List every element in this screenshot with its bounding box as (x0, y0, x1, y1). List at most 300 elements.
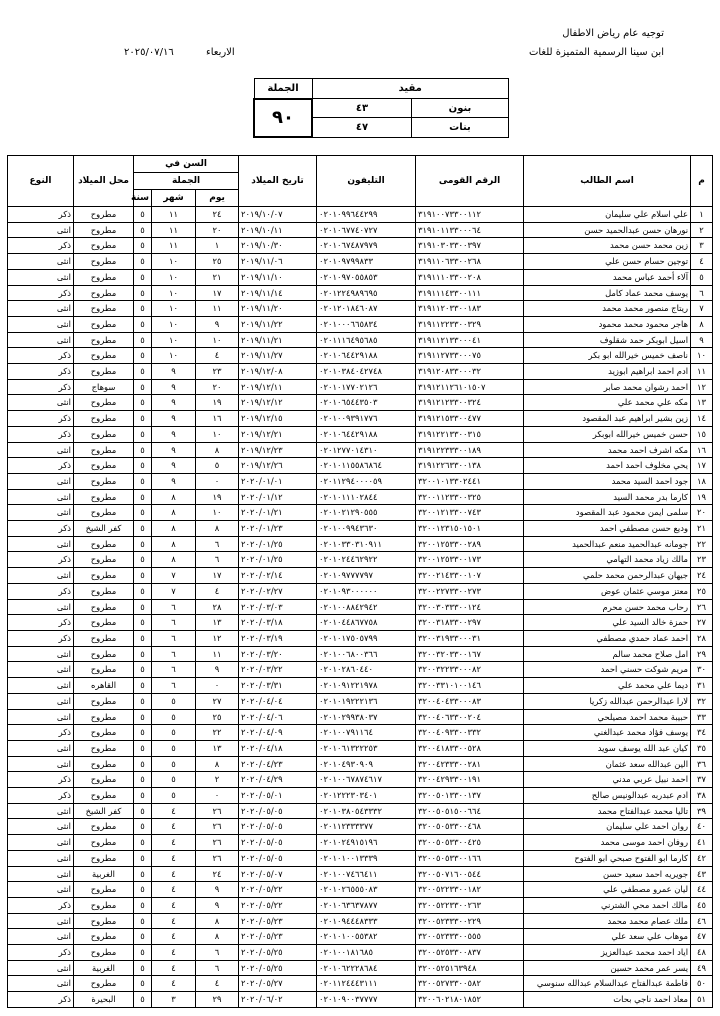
national-id: ٣١٩١١٢٧٣٣٠٠٠٧٥ (416, 348, 524, 364)
national-id: ٣٢٠٠٣٢٢٣٣٠٠٠٨٢ (416, 662, 524, 678)
age-year: ٥ (134, 442, 152, 458)
birthplace: مطروح (74, 882, 134, 898)
age-year: ٥ (134, 740, 152, 756)
age-year: ٥ (134, 615, 152, 631)
phone: ٠٢٠١٠٩٩٦٤٤٢٩٩ (317, 207, 416, 223)
birth-date: ٢٠٢٠/٠٥/٠٥ (239, 850, 317, 866)
phone: ٠٢٠١٠١٧٥٠٥٧٩٩ (317, 630, 416, 646)
age-month: ١٠ (152, 348, 196, 364)
age-day: ٢١ (196, 269, 239, 285)
national-id: ٣٢٠٠٣١٨٣٣٠٠٢٩٧ (416, 615, 524, 631)
birth-date: ٢٠١٩/١٠/٠٧ (239, 207, 317, 223)
age-day: ٢٦ (196, 835, 239, 851)
age-month: ٤ (152, 929, 196, 945)
phone: ٠٢٠١٠٦١٣٢٢٢٥٣ (317, 740, 416, 756)
age-year: ٥ (134, 882, 152, 898)
row-num: ٧ (691, 301, 713, 317)
birth-date: ٢٠٢٠/٠٥/٢٣ (239, 929, 317, 945)
age-day: ١٠ (196, 505, 239, 521)
table-row (8, 976, 713, 992)
birthplace: مطروح (74, 411, 134, 427)
table-row (8, 269, 713, 285)
age-year: ٥ (134, 913, 152, 929)
birthplace: مطروح (74, 207, 134, 223)
row-num: ٢٣ (691, 552, 713, 568)
row-num: ٢١ (691, 521, 713, 537)
national-id: ٣٢٠٠٤٠٩٣٣٠٠٣٣٢ (416, 725, 524, 741)
gender: ذكر (8, 992, 74, 1008)
national-id: ٣٢٠٠٣٢٠٣٣٠٠١٦٧ (416, 646, 524, 662)
phone: ٠٢٠١٠٠٦٧٨٧٤٦١٧ (317, 772, 416, 788)
row-num: ٤٠ (691, 819, 713, 835)
row-num: ١٧ (691, 458, 713, 474)
row-num: ٣٣ (691, 709, 713, 725)
phone: ٠٢٠١٠٣٣٠٣١٠٩١١ (317, 536, 416, 552)
gender: انثى (8, 835, 74, 851)
age-month: ٥ (152, 725, 196, 741)
row-num: ٢ (691, 222, 713, 238)
age-year: ٥ (134, 332, 152, 348)
age-day: ٨ (196, 521, 239, 537)
age-year: ٥ (134, 583, 152, 599)
phone: ٠٢٠١٠٤٤٨٦٧٧٥٨ (317, 615, 416, 631)
row-num: ٥٠ (691, 976, 713, 992)
table-row (8, 866, 713, 882)
gender: انثى (8, 866, 74, 882)
national-id: ٣١٩١١١٤٣٣٠٠١١١ (416, 285, 524, 301)
gender: انثى (8, 254, 74, 270)
birth-date: ٢٠٢٠/٠١/٢١ (239, 505, 317, 521)
student-name: يوسف فؤاد محمد عبدالغني (524, 725, 691, 741)
birth-date: ٢٠٢٠/٠٤/١٨ (239, 740, 317, 756)
national-id: ٣٢٠٠٤٠٦٣٣٠٠٢٠٤ (416, 709, 524, 725)
row-num: ٩ (691, 332, 713, 348)
student-name: جومانه عبدالحميد منعم عبدالحميد (524, 536, 691, 552)
national-id: ٣١٩١١٢١٣٣٠٠٠٤١ (416, 332, 524, 348)
birthplace: القاهره (74, 678, 134, 694)
col-dob: تاريخ الميلاد (239, 156, 317, 207)
age-year: ٥ (134, 646, 152, 662)
table-row (8, 599, 713, 615)
age-day: ١ (196, 238, 239, 254)
birthplace: مطروح (74, 489, 134, 505)
row-num: ٢٥ (691, 583, 713, 599)
birthplace: مطروح (74, 709, 134, 725)
age-year: ٥ (134, 489, 152, 505)
phone: ٠٢٠١٠١١٥٥٨٦٨٦٤ (317, 458, 416, 474)
row-num: ٢٨ (691, 630, 713, 646)
birthplace: مطروح (74, 772, 134, 788)
age-year: ٥ (134, 568, 152, 584)
national-id: ٣٢٠٠٣١٩٣٣٠٠٠٣١ (416, 630, 524, 646)
birthplace: مطروح (74, 269, 134, 285)
report-date: ٢٠٢٥/٠٧/١٦ (124, 47, 174, 58)
row-num: ٤١ (691, 835, 713, 851)
age-year: ٥ (134, 599, 152, 615)
age-year: ٥ (134, 945, 152, 961)
phone: ٠٢٠١١٢٤٤٤٣١١١ (317, 976, 416, 992)
birthplace: مطروح (74, 238, 134, 254)
age-day: ٢٤ (196, 207, 239, 223)
gender: انثى (8, 646, 74, 662)
table-row (8, 348, 713, 364)
phone: ٠٢٠١٠١١١٠٢٨٤٤ (317, 489, 416, 505)
gender: انثى (8, 395, 74, 411)
age-day: ١٧ (196, 285, 239, 301)
gender: ذكر (8, 615, 74, 631)
age-year: ٥ (134, 207, 152, 223)
student-name: ليان عمرو مصطفي علي (524, 882, 691, 898)
phone: ٠٢٠١٠٢٦٥٥٥٠٨٣ (317, 882, 416, 898)
student-name: احمد نبيل عربي مدني (524, 772, 691, 788)
table-row (8, 756, 713, 772)
age-month: ٩ (152, 442, 196, 458)
table-row (8, 788, 713, 804)
row-num: ٢٢ (691, 536, 713, 552)
age-month: ٤ (152, 835, 196, 851)
table-row (8, 583, 713, 599)
age-day: ٢٥ (196, 709, 239, 725)
age-year: ٥ (134, 411, 152, 427)
phone: ٠٢٠١٠٢٤٩١٥١٩٦ (317, 835, 416, 851)
table-row (8, 207, 713, 223)
age-month: ٥ (152, 693, 196, 709)
age-month: ٨ (152, 505, 196, 521)
national-id: ٣٢٠٠٥٠٥١٥٠٠٦٦٤ (416, 803, 524, 819)
age-month: ٩ (152, 473, 196, 489)
age-day: ٢٧ (196, 693, 239, 709)
student-name: اياد احمد محمد عبدالعزيز (524, 945, 691, 961)
age-year: ٥ (134, 693, 152, 709)
national-id: ٣٢٠٠١٢٥٣٣٠٠٢٨٩ (416, 536, 524, 552)
age-day: ٦ (196, 552, 239, 568)
school-name: ابن سينا الرسمية المتميزة للغات (528, 47, 664, 58)
col-birthplace: محل الميلاد (74, 156, 134, 207)
birth-date: ٢٠٢٠/٠٥/٠٥ (239, 819, 317, 835)
age-month: ١١ (152, 238, 196, 254)
age-year: ٥ (134, 929, 152, 945)
table-row (8, 693, 713, 709)
birth-date: ٢٠٢٠/٠٥/٠٥ (239, 835, 317, 851)
birth-date: ٢٠١٩/١٠/٣٠ (239, 238, 317, 254)
birthplace: مطروح (74, 756, 134, 772)
table-row (8, 521, 713, 537)
birthplace: مطروح (74, 583, 134, 599)
birth-date: ٢٠١٩/١١/٢٢ (239, 316, 317, 332)
birthplace: مطروح (74, 819, 134, 835)
student-name: توجين حسام حسن علي (524, 254, 691, 270)
row-num: ٢٧ (691, 615, 713, 631)
row-num: ١٦ (691, 442, 713, 458)
student-name: ادم عبدربه عبدالونيس صالح (524, 788, 691, 804)
national-id: ٣٢٠٠٥٠٥٣٣٠٠٤٢٥ (416, 835, 524, 851)
birthplace: مطروح (74, 913, 134, 929)
student-name: هاجر محمود محمد محمود (524, 316, 691, 332)
phone: ٠٢٠١٠٦٧٤٨٧٩٧٩ (317, 238, 416, 254)
student-name: ريتاج منصور محمد محمد (524, 301, 691, 317)
row-num: ١٥ (691, 426, 713, 442)
table-row (8, 238, 713, 254)
col-month: شهر (152, 190, 196, 207)
phone: ٠٢٠١٠١٠٠٥٥٣٨٢ (317, 929, 416, 945)
age-month: ٩ (152, 379, 196, 395)
age-month: ٦ (152, 615, 196, 631)
birth-date: ٢٠١٩/١٢/١٢ (239, 395, 317, 411)
table-row (8, 615, 713, 631)
row-num: ١٨ (691, 473, 713, 489)
row-num: ٤٦ (691, 913, 713, 929)
age-month: ١٠ (152, 269, 196, 285)
age-day: ٨ (196, 929, 239, 945)
birth-date: ٢٠٢٠/٠٣/١٨ (239, 615, 317, 631)
gender: انثى (8, 803, 74, 819)
row-num: ٣٠ (691, 662, 713, 678)
birth-date: ٢٠٢٠/٠٥/٢٥ (239, 945, 317, 961)
age-day: ١٩ (196, 489, 239, 505)
national-id: ٣٢٠٠٤٠٤٣٣٠٠٠٨٣ (416, 693, 524, 709)
phone: ٠٢٠١٠٩٧٧٧٧٩٧ (317, 568, 416, 584)
age-month: ٩ (152, 364, 196, 380)
age-day: ٦ (196, 536, 239, 552)
birthplace: مطروح (74, 835, 134, 851)
age-year: ٥ (134, 552, 152, 568)
col-age-total: الجملة (134, 173, 239, 190)
girls-label: بنات (412, 118, 509, 137)
age-day: ٢٦ (196, 819, 239, 835)
phone: ٠٢٠١٠٦٥٤٤٣٥٠٣ (317, 395, 416, 411)
phone: ٠٢٠١٠٠٨٨٤٢٩٤٢ (317, 599, 416, 615)
student-name: مريم شوكت حسني احمد (524, 662, 691, 678)
birth-date: ٢٠٢٠/٠٤/٢٩ (239, 772, 317, 788)
birthplace: سوهاج (74, 379, 134, 395)
birthplace: كفر الشيخ (74, 521, 134, 537)
national-id: ٣١٩١١١٠٣٣٠٠٢٠٨ (416, 269, 524, 285)
age-day: ٢٠ (196, 222, 239, 238)
age-year: ٥ (134, 238, 152, 254)
age-day: ٩ (196, 882, 239, 898)
table-row (8, 473, 713, 489)
gender: ذكر (8, 238, 74, 254)
student-name: جيهان عبدالرحمن محمد حلمي (524, 568, 691, 584)
birthplace: الغربية (74, 866, 134, 882)
student-name: الين عبدالله سعد عثمان (524, 756, 691, 772)
age-month: ٤ (152, 913, 196, 929)
national-id: ٣٢٠٠٢٢٧٣٣٠٠٢٧٣ (416, 583, 524, 599)
age-day: ٢٤ (196, 866, 239, 882)
birth-date: ٢٠٢٠/٠٤/٠٦ (239, 709, 317, 725)
age-year: ٥ (134, 897, 152, 913)
national-id: ٣١٩١٢١٥٣٣٠٠٤٧٧ (416, 411, 524, 427)
gender: ذكر (8, 411, 74, 427)
birth-date: ٢٠٢٠/٠٤/٠٩ (239, 725, 317, 741)
age-month: ٨ (152, 489, 196, 505)
age-day: ٦ (196, 960, 239, 976)
age-month: ٨ (152, 552, 196, 568)
student-name: ديما علي محمد علي (524, 678, 691, 694)
phone: ٠٢٠١٠٩٣٠٠٠٠٠٠ (317, 583, 416, 599)
age-day: ٨ (196, 913, 239, 929)
birth-date: ٢٠٢٠/٠١/٢٥ (239, 536, 317, 552)
table-row (8, 458, 713, 474)
birthplace: مطروح (74, 458, 134, 474)
table-row (8, 332, 713, 348)
national-id: ٣٢٠٠٥٢٢٣٣٠٠٢٦٣ (416, 897, 524, 913)
student-name: نورهان حسن عبدالحميد حسن (524, 222, 691, 238)
row-num: ٤٧ (691, 929, 713, 945)
student-name: علي اسلام علي سليمان (524, 207, 691, 223)
student-name: روفان احمد موسى محمد (524, 835, 691, 851)
age-day: ٩ (196, 897, 239, 913)
age-month: ٤ (152, 976, 196, 992)
birth-date: ٢٠٢٠/٠٢/١٤ (239, 568, 317, 584)
gender: انثى (8, 489, 74, 505)
age-year: ٥ (134, 819, 152, 835)
gender: انثى (8, 678, 74, 694)
birth-date: ٢٠٢٠/٠٤/٢٣ (239, 756, 317, 772)
birthplace: مطروح (74, 552, 134, 568)
birthplace: مطروح (74, 929, 134, 945)
phone: ٠٢٠١٠٦٣٦٣٧٨٧٧ (317, 897, 416, 913)
gender: انثى (8, 316, 74, 332)
birth-date: ٢٠١٩/١١/٢٠ (239, 301, 317, 317)
table-row (8, 254, 713, 270)
birth-date: ٢٠١٩/١٢/٢١ (239, 426, 317, 442)
birth-date: ٢٠٢٠/٠١/٢٥ (239, 552, 317, 568)
row-num: ٨ (691, 316, 713, 332)
phone: ٠٢٠١٠٢١٢٩٠٥٥٥ (317, 505, 416, 521)
phone: ٠٢٠١٢٢٤٩٨٩٦٩٥ (317, 285, 416, 301)
gender: ذكر (8, 207, 74, 223)
age-day: ٢٥ (196, 254, 239, 270)
phone: ٠٢٠١٠٠٧٤٦٦٤١١ (317, 866, 416, 882)
phone: ٠٢٠١٠١٠٠١٣٣٣٩ (317, 850, 416, 866)
row-num: ١٤ (691, 411, 713, 427)
age-year: ٥ (134, 254, 152, 270)
age-year: ٥ (134, 458, 152, 474)
student-name: موهاب علي سعد علي (524, 929, 691, 945)
table-row (8, 379, 713, 395)
age-day: ١٩ (196, 395, 239, 411)
birthplace: مطروح (74, 254, 134, 270)
age-day: ٠ (196, 678, 239, 694)
age-month: ١٠ (152, 332, 196, 348)
gender: انثى (8, 913, 74, 929)
table-row (8, 709, 713, 725)
row-num: ١٣ (691, 395, 713, 411)
phone: ٠٢٠١٠٠٩٩٤٣٦٣٠ (317, 521, 416, 537)
birthplace: مطروح (74, 725, 134, 741)
student-name: حمزة خالد السيد علي (524, 615, 691, 631)
age-year: ٥ (134, 316, 152, 332)
age-year: ٥ (134, 301, 152, 317)
age-day: ١٦ (196, 411, 239, 427)
age-year: ٥ (134, 505, 152, 521)
phone: ٠٢٠١٠٠١٨١٦٨٥ (317, 945, 416, 961)
row-num: ٤٤ (691, 882, 713, 898)
gender: ذكر (8, 897, 74, 913)
student-name: يسر عمر محمد حسين (524, 960, 691, 976)
gender: انثى (8, 850, 74, 866)
birthplace: الغربية (74, 960, 134, 976)
gender: ذكر (8, 364, 74, 380)
age-year: ٥ (134, 348, 152, 364)
age-year: ٥ (134, 269, 152, 285)
birthplace: مطروح (74, 364, 134, 380)
birthplace: البحيرة (74, 992, 134, 1008)
age-year: ٥ (134, 662, 152, 678)
table-row (8, 552, 713, 568)
table-row (8, 646, 713, 662)
birth-date: ٢٠٢٠/٠٢/٢٧ (239, 583, 317, 599)
phone: ٠٢٠١٠٩٧٠٥٥٨٥٣ (317, 269, 416, 285)
birthplace: كفر الشيخ (74, 803, 134, 819)
national-id: ٣٢٠٠٦٠٢١٨٠١٨٥٢ (416, 992, 524, 1008)
birthplace: مطروح (74, 222, 134, 238)
birthplace: مطروح (74, 788, 134, 804)
col-year: سنة (134, 190, 152, 207)
gender: انثى (8, 882, 74, 898)
student-name: امل صلاح محمد سالم (524, 646, 691, 662)
row-num: ٣ (691, 238, 713, 254)
gender: انثى (8, 929, 74, 945)
age-month: ٤ (152, 945, 196, 961)
age-day: ١٣ (196, 615, 239, 631)
table-row (8, 489, 713, 505)
phone: ٠٢٠١٠٢٤٤٦٢٩٢٢ (317, 552, 416, 568)
phone: ٠٢٠١٢٠١٨٤٦٠٨٧ (317, 301, 416, 317)
student-name: حسن خميس خيرالله ابوبكر (524, 426, 691, 442)
student-name: ادم احمد ابراهيم ابوزيد (524, 364, 691, 380)
birthplace: مطروح (74, 426, 134, 442)
age-year: ٥ (134, 866, 152, 882)
national-id: ٣٢٠٠٥٢٣٣٣٠٠٢٢٩ (416, 913, 524, 929)
birth-date: ٢٠٢٠/٠٥/٢٧ (239, 976, 317, 992)
row-num: ٤٢ (691, 850, 713, 866)
student-name: جود احمد السيد محمد (524, 473, 691, 489)
birth-date: ٢٠٢٠/٠٥/٠١ (239, 788, 317, 804)
gender: ذكر (8, 725, 74, 741)
birth-date: ٢٠٢٠/٠٥/٢٢ (239, 897, 317, 913)
gender: انثى (8, 269, 74, 285)
national-id: ٣٢٠٠١١٢٣٣٠٠٣٢٥ (416, 489, 524, 505)
table-row (8, 316, 713, 332)
age-month: ٩ (152, 395, 196, 411)
age-day: ٩ (196, 662, 239, 678)
phone: ٠٢٠١٠٠٦٨٠٠٣٦٦ (317, 646, 416, 662)
table-row (8, 803, 713, 819)
phone: ٠٢٠١٠١٩٢٢٢١٣٦ (317, 693, 416, 709)
national-id: ٣١٩١١٠٦٣٣٠٠٢٦٨ (416, 254, 524, 270)
national-id: ٣١٩١٢١١٢٦١٠١٥٠٧ (416, 379, 524, 395)
gender: انثى (8, 756, 74, 772)
table-row (8, 395, 713, 411)
gender: ذكر (8, 552, 74, 568)
table-row (8, 897, 713, 913)
boys-label: بنون (412, 99, 509, 118)
age-month: ١٠ (152, 301, 196, 317)
student-name: مكه علي محمد علي (524, 395, 691, 411)
national-id: ٣٢٠٠٥٢٢٣٣٠٠١٨٢ (416, 882, 524, 898)
phone: ٠٢٠١١٢٣٣٣٣٧٧ (317, 819, 416, 835)
student-name: احمد رشوان محمد صابر (524, 379, 691, 395)
national-id: ٣٢٠٠٣٣١٠١٠٠١٤٦ (416, 678, 524, 694)
phone: ٠٢٠١٠٠٩٣٩١٧٧٦ (317, 411, 416, 427)
age-month: ٨ (152, 521, 196, 537)
age-day: ٢٦ (196, 850, 239, 866)
age-month: ٥ (152, 740, 196, 756)
birthplace: مطروح (74, 395, 134, 411)
age-month: ١٠ (152, 254, 196, 270)
